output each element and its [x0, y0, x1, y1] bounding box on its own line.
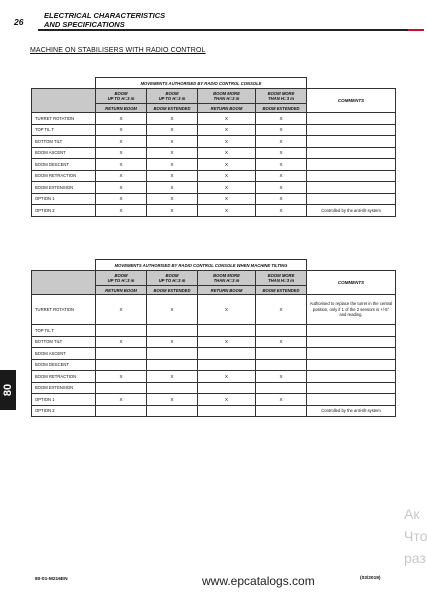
comment-cell	[307, 182, 396, 194]
movement-cell: X	[96, 394, 147, 406]
movement-cell: X	[198, 147, 256, 159]
table-row	[32, 147, 396, 159]
movement-cell	[198, 348, 256, 360]
row-label: OPTION 2	[32, 405, 96, 417]
column-subheader: RETURN BOOM	[96, 104, 147, 113]
row-label: OPTION 2	[32, 205, 96, 217]
comment-cell	[307, 359, 396, 371]
header-divider	[38, 29, 424, 31]
movement-cell: X	[96, 113, 147, 125]
column-subheader: RETURN BOOM	[96, 286, 147, 295]
row-label: BOOM ASCENT	[32, 147, 96, 159]
movement-cell: X	[198, 170, 256, 182]
column-subheader: RETURN BOOM	[198, 286, 256, 295]
header-accent-bar	[408, 29, 424, 31]
corner-cell	[32, 78, 96, 89]
row-label: OPTION 1	[32, 193, 96, 205]
row-label: TOP TIL T	[32, 325, 96, 337]
document-code: 80-01-M216EN	[35, 577, 68, 582]
column-header	[256, 89, 307, 104]
movement-cell	[96, 359, 147, 371]
column-subheader: BOOM EXTENDED	[147, 104, 198, 113]
movement-cell: X	[198, 371, 256, 383]
movement-cell: X	[147, 182, 198, 194]
comment-cell: Authorised to replace the turret in the central position, only if 1 of the 2 sensors is +/-5° and reading.	[307, 295, 396, 325]
movement-cell: X	[256, 147, 307, 159]
column-header-line: BOOM	[114, 273, 128, 278]
ghost-overlay-text: раз	[404, 550, 426, 566]
movement-cell: X	[256, 113, 307, 125]
movement-cell	[147, 405, 198, 417]
comment-cell	[307, 113, 396, 125]
table-row	[32, 205, 396, 217]
movement-cell	[198, 359, 256, 371]
movement-cell: X	[147, 193, 198, 205]
page-number: 26	[14, 17, 24, 27]
chapter-title-line-2: AND SPECIFICATIONS	[44, 20, 125, 29]
column-subheader: BOOM EXTENDED	[147, 286, 198, 295]
movement-cell: X	[96, 159, 147, 171]
row-label: TURRET ROTATION	[32, 295, 96, 325]
comment-cell: Controlled by the anti-tilt system	[307, 405, 396, 417]
movement-cell	[256, 325, 307, 337]
movement-cell: X	[96, 336, 147, 348]
movement-cell	[147, 325, 198, 337]
column-header	[256, 271, 307, 286]
corner-cell	[307, 78, 396, 89]
table-row	[32, 182, 396, 194]
movement-cell: X	[256, 159, 307, 171]
movement-cell: X	[147, 371, 198, 383]
movement-cell: X	[147, 124, 198, 136]
comment-cell	[307, 147, 396, 159]
table-row	[32, 359, 396, 371]
row-label: TURRET ROTATION	[32, 113, 96, 125]
column-subheader: BOOM EXTENDED	[256, 286, 307, 295]
column-header-line: THAN H::3 m	[268, 96, 294, 101]
row-label: BOOM DESCENT	[32, 359, 96, 371]
column-header-line: BOOM MORE	[213, 91, 240, 96]
table-row	[32, 325, 396, 337]
table-row	[32, 348, 396, 360]
table-caption: MOVEMENTS AUTHORISED BY RADIO CONTROL CONSOLE WHEN MACHINE TILTING	[96, 260, 307, 271]
comment-cell	[307, 371, 396, 383]
column-header	[147, 271, 198, 286]
comment-cell	[307, 124, 396, 136]
movement-cell	[96, 382, 147, 394]
table-caption: MOVEMENTS AUTHORISED BY RADIO CONTROL CONSOLE	[96, 78, 307, 89]
column-subheader: RETURN BOOM	[198, 104, 256, 113]
movement-cell: X	[96, 205, 147, 217]
column-header-line: BOOM	[165, 273, 179, 278]
chapter-title-line-1: ELECTRICAL CHARACTERISTICS	[44, 11, 166, 20]
movement-cell	[256, 382, 307, 394]
column-header-line: THAN H::3 m	[213, 278, 240, 283]
column-header-line: UP TO H::3 m	[158, 278, 186, 283]
movement-cell: X	[96, 371, 147, 383]
stabilisers-movements-table	[31, 77, 396, 217]
comment-cell	[307, 394, 396, 406]
column-header-line: UP TO H::3 m	[107, 278, 135, 283]
row-label-header	[32, 271, 96, 295]
row-label: BOOM EXTENSION	[32, 182, 96, 194]
movement-cell	[256, 359, 307, 371]
movement-cell: X	[256, 295, 307, 325]
column-header	[96, 271, 147, 286]
movement-cell	[147, 359, 198, 371]
section-heading: MACHINE ON STABILISERS WITH RADIO CONTROL	[30, 47, 206, 54]
ghost-overlay-text: Что	[404, 528, 427, 544]
movement-cell: X	[147, 336, 198, 348]
row-label: TOP TIL T	[32, 124, 96, 136]
column-header-line: BOOM MORE	[213, 273, 240, 278]
corner-cell	[307, 260, 396, 271]
movement-cell	[147, 382, 198, 394]
column-header	[147, 89, 198, 104]
comment-cell	[307, 136, 396, 148]
revision-date: (03/2019)	[360, 576, 381, 581]
column-header-line: BOOM MORE	[267, 273, 295, 278]
movement-cell: X	[96, 182, 147, 194]
comment-cell: Controlled by the anti-tilt system	[307, 205, 396, 217]
movement-cell: X	[147, 113, 198, 125]
movement-cell: X	[96, 136, 147, 148]
movement-cell: X	[96, 170, 147, 182]
column-header	[96, 89, 147, 104]
movement-cell: X	[147, 394, 198, 406]
comments-header: COMMENTS	[307, 89, 396, 113]
movement-cell	[96, 405, 147, 417]
table-row	[32, 113, 396, 125]
ghost-overlay-text: Ак	[404, 506, 420, 522]
table-row	[32, 394, 396, 406]
movement-cell	[198, 405, 256, 417]
movement-cell: X	[256, 371, 307, 383]
movement-cell: X	[198, 394, 256, 406]
table-row	[32, 124, 396, 136]
column-header-line: THAN H::3 m	[268, 278, 294, 283]
movement-cell: X	[147, 170, 198, 182]
comment-cell	[307, 336, 396, 348]
row-label: BOTTOM TILT	[32, 336, 96, 348]
movement-cell: X	[256, 336, 307, 348]
movement-cell: X	[96, 124, 147, 136]
table-row	[32, 405, 396, 417]
movement-cell: X	[147, 159, 198, 171]
movement-cell: X	[147, 147, 198, 159]
table-row	[32, 382, 396, 394]
movement-cell: X	[256, 124, 307, 136]
column-header	[198, 271, 256, 286]
comment-cell	[307, 159, 396, 171]
table-row	[32, 336, 396, 348]
movement-cell: X	[256, 136, 307, 148]
row-label: BOOM EXTENSION	[32, 382, 96, 394]
row-label-header	[32, 89, 96, 113]
movement-cell: X	[198, 336, 256, 348]
column-header-line: BOOM MORE	[267, 91, 295, 96]
corner-cell	[32, 260, 96, 271]
section-tab	[0, 370, 16, 410]
movement-cell	[96, 348, 147, 360]
table-row	[32, 371, 396, 383]
row-label: OPTION 1	[32, 394, 96, 406]
comment-cell	[307, 382, 396, 394]
movement-cell: X	[256, 394, 307, 406]
movement-cell: X	[198, 205, 256, 217]
comment-cell	[307, 170, 396, 182]
movement-cell: X	[198, 113, 256, 125]
movement-cell: X	[256, 182, 307, 194]
comment-cell	[307, 325, 396, 337]
column-header-line: THAN H::3 m	[213, 96, 240, 101]
movement-cell: X	[198, 136, 256, 148]
column-subheader: BOOM EXTENDED	[256, 104, 307, 113]
column-header-line: UP TO H::3 m	[107, 96, 135, 101]
comments-header: COMMENTS	[307, 271, 396, 295]
row-label: BOTTOM TILT	[32, 136, 96, 148]
watermark-link[interactable]: www.epcatalogs.com	[202, 574, 315, 588]
movement-cell	[198, 325, 256, 337]
movement-cell: X	[256, 193, 307, 205]
movement-cell	[256, 348, 307, 360]
movement-cell: X	[147, 295, 198, 325]
tilting-movements-table	[31, 259, 396, 417]
movement-cell: X	[96, 295, 147, 325]
table-row	[32, 159, 396, 171]
chapter-title	[44, 11, 165, 29]
movement-cell: X	[96, 147, 147, 159]
column-header-line: UP TO H::3 m	[158, 96, 186, 101]
comment-cell	[307, 193, 396, 205]
movement-cell	[147, 348, 198, 360]
row-label: BOOM ASCENT	[32, 348, 96, 360]
movement-cell: X	[256, 170, 307, 182]
movement-cell	[256, 405, 307, 417]
movement-cell: X	[198, 124, 256, 136]
movement-cell: X	[147, 136, 198, 148]
table-row	[32, 295, 396, 325]
table-row	[32, 170, 396, 182]
movement-cell: X	[198, 182, 256, 194]
movement-cell: X	[147, 205, 198, 217]
movement-cell	[198, 382, 256, 394]
movement-cell: X	[256, 205, 307, 217]
movement-cell: X	[96, 193, 147, 205]
section-tab-label: 80	[2, 383, 14, 397]
row-label: BOOM RETRACTION	[32, 170, 96, 182]
row-label: BOOM DESCENT	[32, 159, 96, 171]
movement-cell: X	[198, 159, 256, 171]
movement-cell: X	[198, 193, 256, 205]
movement-cell: X	[198, 295, 256, 325]
column-header-line: BOOM	[165, 91, 179, 96]
table-row	[32, 136, 396, 148]
row-label: BOOM RETRACTION	[32, 371, 96, 383]
comment-cell	[307, 348, 396, 360]
column-header	[198, 89, 256, 104]
table-row	[32, 193, 396, 205]
movement-cell	[96, 325, 147, 337]
column-header-line: BOOM	[114, 91, 128, 96]
